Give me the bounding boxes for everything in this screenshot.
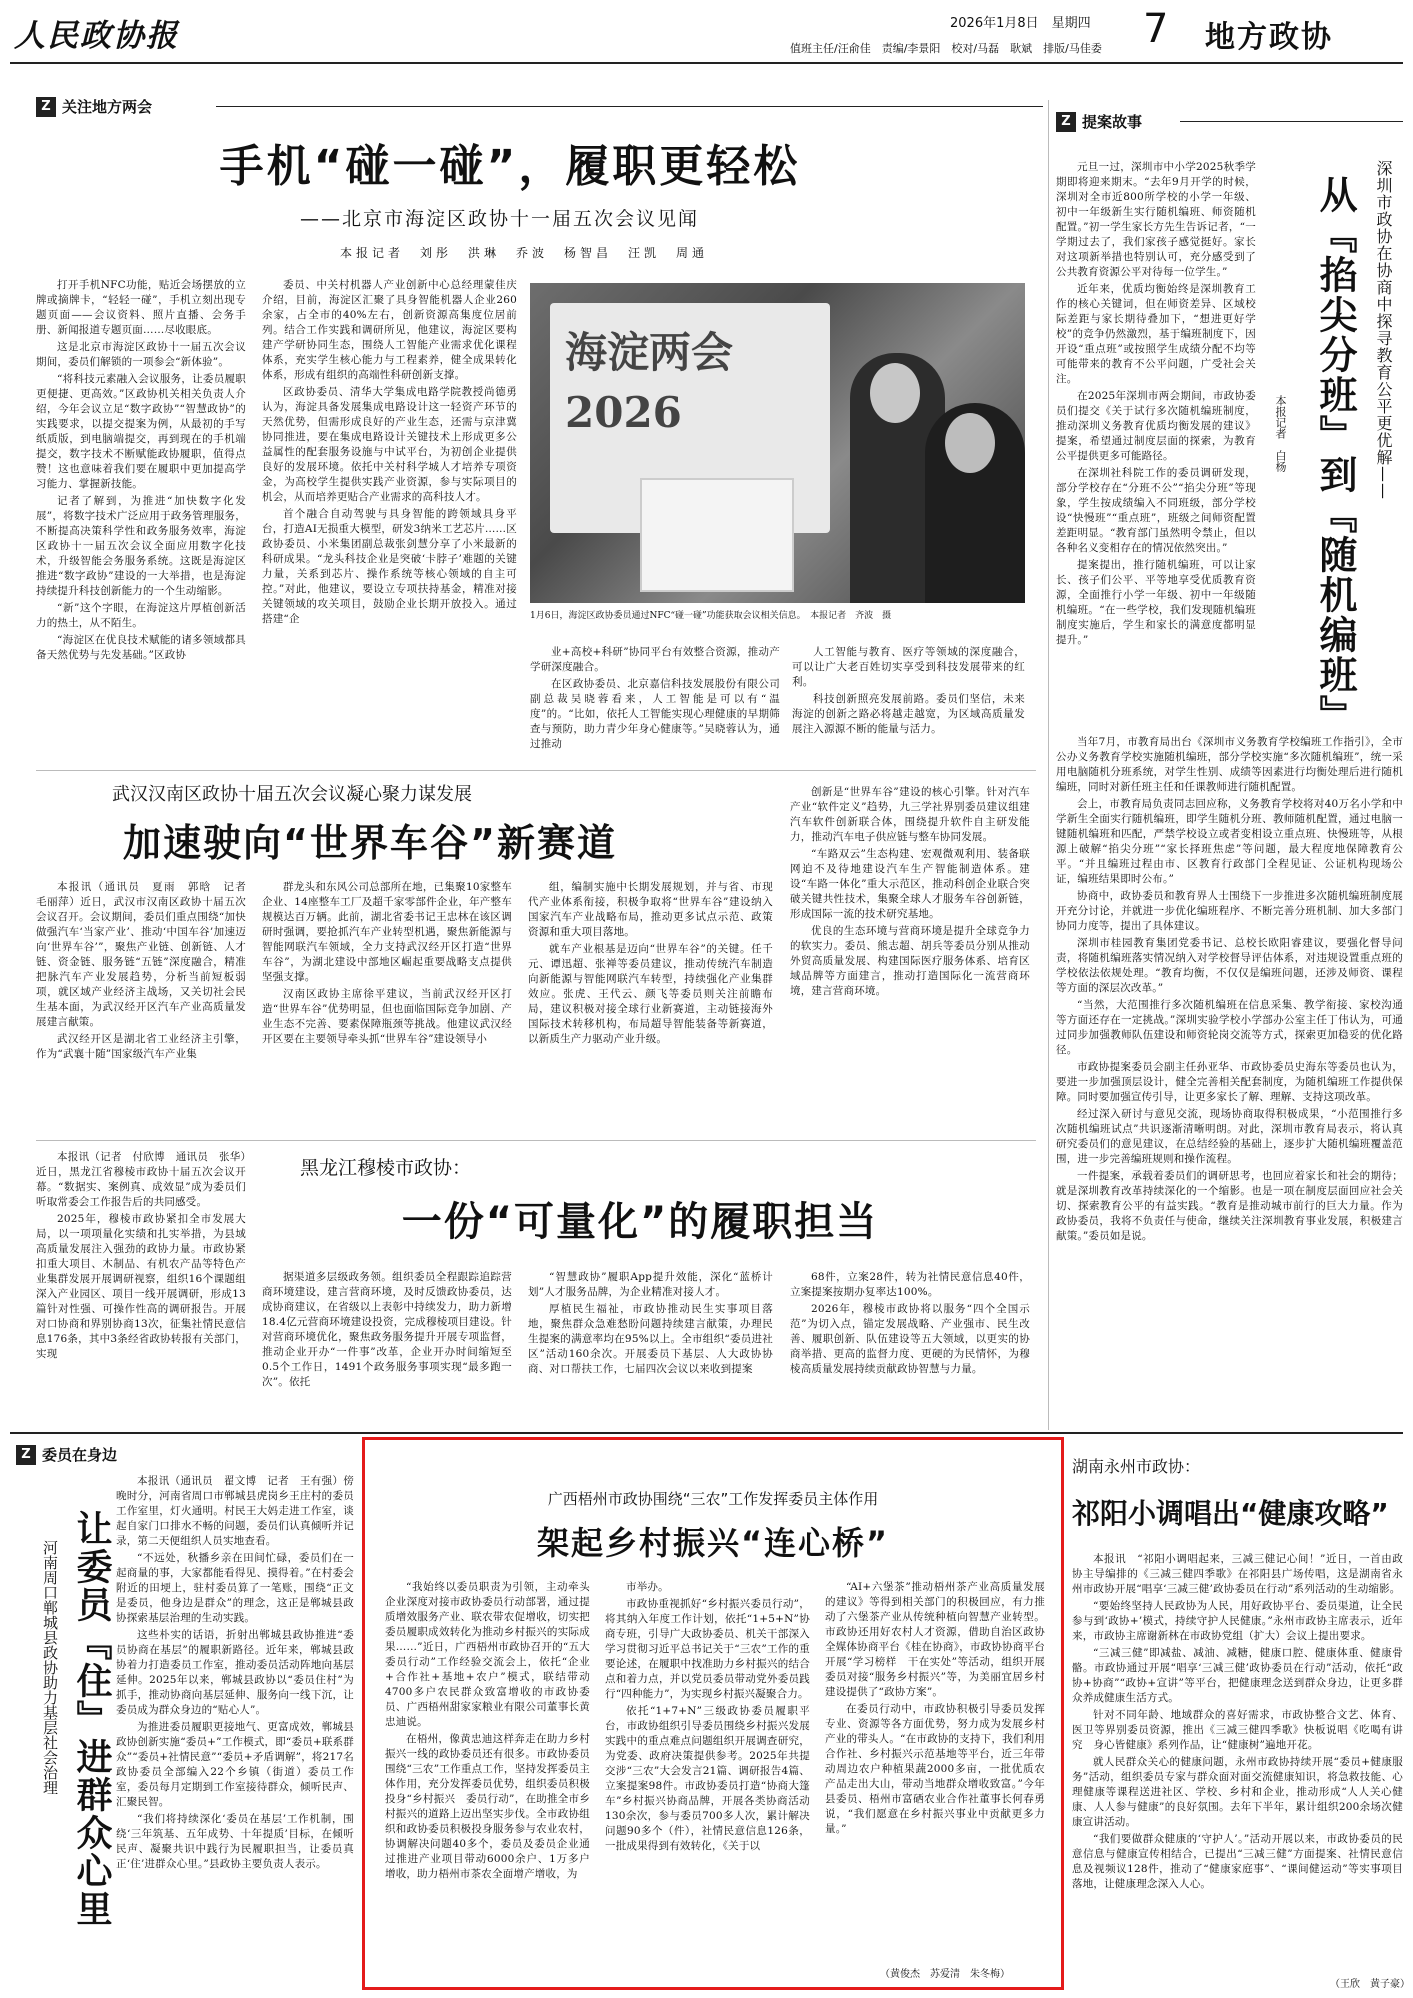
paragraph: 为推进委员履职更接地气、更富成效，郸城县政协创新实施“委员+”工作模式，即“委员+联系群众”“委员+社情民意”“委员+矛盾调解”，将217名政协委员全部编入22个乡镇（街道）委员工作室，委员每月定期到工作室接待群众，倾听民声、汇聚民智。 — [116, 1721, 354, 1808]
paragraph: 在委员行动中，市政协积极引导委员发挥专业、资源等各方面优势，努力成为发展乡村产业的带头人。“在市政协的支持下，我们利用合作社、乡村振兴示范基地等平台，近三年带动周边农户种植果蔬2000多亩，一批优质农产品走出大山，带动当地群众增收致富。”今年县委员、梧州市富硒农业合作社董事长何春勇说，“我们愿意在乡村振兴事业中贡献更多力量。” — [825, 1703, 1045, 1835]
divider — [36, 770, 1036, 771]
story3-col1 — [36, 1150, 246, 1420]
section-label-right: 提案故事 — [1082, 113, 1143, 131]
editors-line: 值班主任/汪俞佳 责编/李景阳 校对/马磊 耿斌 排版/马佳委 — [790, 42, 1102, 55]
issue-date — [950, 12, 1091, 31]
paragraph: 就车产业根基是迈向“世界车谷”的关键。任千元、谭迅超、张禅等委员建议，推动传统汽车制造向新能源与智能网联汽车转型，持续强化产业集群效应。张虎、王代云、颜飞等委员则关注前瞻布局，建议积极对接全球行业新赛道，主动链接海外国际技术转移机构，布局超导智能装备等新赛道，以新质生产力驱动产业升级。 — [528, 943, 773, 1045]
story3-col2 — [262, 1270, 512, 1420]
section-header-left — [36, 96, 152, 117]
paragraph: “新”这个字眼，在海淀这片厚植创新活力的热土，从不陌生。 — [36, 602, 246, 629]
story6-col1 — [385, 1580, 590, 1980]
paragraph: “AI+六堡茶”推动梧州茶产业高质量发展的建议》等得到相关部门的积极回应，有力推动了六堡茶产业从传统种植向智慧产业转型。市政协还用好农村人才资源，借助自治区政协全媒体协商平台《桂在协商》，市政协协商平台开展“学习榜样 干在实处”等活动，组织开展委员对接“服务乡村振兴”等，为美丽宜居乡村建设提供了“政协方案”。 — [825, 1581, 1045, 1698]
story6-col2 — [605, 1580, 810, 1980]
paragraph: 创新是“世界车谷”建设的核心引擎。针对汽车产业“软件定义”趋势，九三学社界别委员建议组建汽车软件创新联合体，围绕提升软件自主研发能力，推动汽车电子供应链与整车协同发展。 — [790, 786, 1030, 843]
paragraph: 市政协重视抓好“乡村振兴委员行动”，将其纳入年度工作计划，依托“1+5+N”协商专班，引导广大政协委员、机关干部深入学习贯彻习近平总书记关于“三农”工作的重要论述，在履职中找准助力乡村振兴的结合点和着力点，并以党员委员带动党外委员践行“四种能力”，为实现乡村振兴凝聚合力。 — [605, 1598, 810, 1700]
paragraph: 本报讯（通讯员 翟文博 记者 王有强）傍晚时分，河南省周口市郸城县虎岗乡王庄村的委员工作室里，灯火通明。村民王大妈走进工作室，谈起自家门口排水不畅的问题，委员们认真倾听并记录，第二天便组织人员实地查看。 — [116, 1475, 354, 1547]
section-rule-right — [1180, 121, 1403, 122]
paragraph: 2025年，穆棱市政协紧扣全市发展大局，以一项项量化实绩和扎实举措，为县域高质量发展注入强劲的政协力量。市政协紧扣重大项目、木制品、有机农产品等特色产业集群发展开展调研视察，组织16个课题组深入产业园区、项目一线开展调研，形成13篇针对性强、可操作性高的调研报告。开展对口协商和界别协商13次，征集社情民意信息176条，其中3条经省政协转报有关部门，实现 — [36, 1213, 246, 1360]
section-tag-bottom: Z — [16, 1445, 36, 1465]
story2-col4 — [790, 785, 1030, 1135]
paragraph: “我们将持续深化‘委员在基层’工作机制，围绕‘三年筑基、五年成势、十年提质’目标，在倾听民声、凝聚共识中践行为民履职担当，让委员真正‘住’进群众心里。”县政协主要负责人表示。 — [116, 1813, 354, 1870]
paragraph: 汉南区政协主席徐平建议，当前武汉经开区打造“世界车谷”优势明显，但也面临国际竞争加剧、产业生态不完善、要素保障瓶颈等挑战。他建议武汉经开区要在主要领导牵头抓“世界车谷”建设领导小 — [262, 988, 512, 1045]
paragraph: “车路双云”生态构建、宏观微观利用、装备联网迫不及待地建设汽车生产智能制造体系。建设“车路一体化”重大示范区，推动科创企业联合突破关键共性技术，集聚全球人才服务车谷创新链，形成国际一流的技术研究基地。 — [790, 848, 1030, 920]
story2-col1 — [36, 880, 257, 1135]
story1-col3 — [530, 645, 780, 755]
paragraph: 68件，立案28件，转为社情民意信息40件，立案提案按期办复率达100%。 — [790, 1271, 1030, 1298]
story2-col2 — [262, 880, 512, 1135]
paragraph: “当然，大范围推行多次随机编班在信息采集、教学衔接、家校沟通等方面还存在一定挑战。”深圳实验学校小学部办公室主任丁伟认为，可通过同步加强教师队伍建设和师资轮岗交流等方式，探索更加稳妥的优化路径。 — [1056, 999, 1403, 1056]
story3-col3 — [528, 1270, 773, 1420]
story1-byline: 本报记者 刘彤 洪琳 乔波 杨智昌 汪凯 周通 — [340, 246, 709, 260]
story2-title: 加速驶向“世界车谷”新赛道 — [123, 821, 617, 865]
photo-face-1 — [870, 363, 920, 423]
story7-title: 祁阳小调唱出“健康攻略” — [1072, 1497, 1389, 1530]
weekday-text: 星期四 — [1051, 16, 1091, 31]
story1-photo-caption: 1月6日，海淀区政协委员通过NFC“碰一碰”功能获取会议相关信息。 本报记者 齐波 摄 — [530, 611, 892, 621]
paragraph: 提案提出，推行随机编班，可以让家长、孩子们公平、平等地享受优质教育资源，全面推行小学一年级、初中一年级随机编班。“在一些学校，我们发现随机编班制度实施后，学生和家长的满意度都明显提升。” — [1056, 559, 1256, 646]
paragraph: 群龙头和东风公司总部所在地，已集聚10家整车企业、14座整车工厂及超千家零部件企业，年产整车规模达百万辆。此前，湖北省委书记王忠林在该区调研时强调，要抢抓汽车产业转型机遇，聚焦新能源与智能网联汽车领域，全力支持武汉经开区打造“世界车谷”，为湖北建设中部地区崛起重要战略支点提供坚强支撑。 — [262, 881, 512, 983]
paragraph: 2026年，穆棱市政协将以服务“四个全国示范”为切入点，锚定发展战略、产业强市、民生改善、履职创新、队伍建设等五大领域，以更实的协商举措、更高的监督力度、更硬的为民情怀，为穆棱高质量发展持续贡献政协智慧与力量。 — [790, 1303, 1030, 1375]
story2-kicker: 武汉汉南区政协十届五次会议凝心聚力谋发展 — [112, 784, 472, 805]
story7-kicker: 湖南永州市政协： — [1072, 1457, 1201, 1476]
story1-col4 — [792, 645, 1025, 755]
story6-byline: （黄俊杰 苏爱清 朱冬梅） — [880, 1969, 1010, 1980]
masthead-rule — [10, 62, 1403, 64]
photo-face-2 — [945, 413, 995, 473]
story7-body — [1072, 1552, 1403, 1972]
paragraph: 区政协委员、清华大学集成电路学院教授尚德勇认为，海淀具备发展集成电路设计这一轻资产环节的天然优势，但需形成良好的产业生态，还需与京津冀协同推进，要在集成电路设计关键技术上形成更多公益属性的配套服务设施与中试平台，为初创企业提供良好的发展环境。依托中关村科学城人才培养专项资金，为高校学生提供实践产业资源，参与实际项目的机会，从而培养更贴合产业需求的高科技人才。 — [262, 386, 517, 503]
story3-title: 一份“可量化”的履职担当 — [401, 1199, 879, 1245]
masthead — [0, 0, 1413, 62]
story2-col3 — [528, 880, 773, 1135]
paragraph: 这是北京市海淀区政协十一届五次会议期间，委员们解锁的一项参会“新体验”。 — [36, 341, 246, 368]
paragraph: 近年来，优质均衡始终是深圳教育工作的核心关键词，但在师资差异、区域校际差距与家长期待叠加下，“想进更好学校”的竞争仍然激烈，基于编班制度下，因开设“重点班”或按照学生成绩分配不均等可能带来的教育不公平问题，广受社会关注。 — [1056, 283, 1256, 385]
paragraph: 组，编制实施中长期发展规划，并与省、市现代产业体系衔接，积极争取将“世界车谷”建设纳入国家汽车产业战略布局，推动更多试点示范、政策资源和重大项目落地。 — [528, 881, 773, 938]
paragraph: 依托“1+7+N”三级政协委员履职平台，市政协组织引导委员围绕乡村振兴发展实践中的重点难点问题组织开展调查研究，为党委、政府决策提供参考。2025年共提交涉“三农”大会发言21篇、调研报告4篇、立案提案98件。市政协委员打造“协商大篷车”乡村振兴协商品牌，开展各类协商活动130余次，参与委员700多人次，累计解决问题90多个（件），社情民意信息126条，一批成果得到有效转化，《关于以 — [605, 1705, 810, 1852]
paragraph: 本报讯 “祁阳小调唱起来，三减三健记心间！”近日，一首由政协主导编排的《三减三健四季歌》在祁阳县广场传唱，这是湖南省永州市政协开展“唱享‘三减三健’政协委员在行动”系列活动的生动缩影。 — [1072, 1553, 1403, 1595]
section-rule-left — [216, 106, 1043, 107]
paragraph: 深圳市桂园教育集团党委书记、总校长欧阳睿建议，要强化督导问责，将随机编班落实情况纳入对学校督导评估体系，对违规设置重点班的学校依法依规处理。“教育均衡，不仅仅是编班问题，还涉及师资、课程等方面的深层次改革。” — [1056, 937, 1403, 994]
story6-col3 — [825, 1580, 1045, 1960]
story3-kicker: 黑龙江穆棱市政协： — [300, 1157, 472, 1179]
section-tag-right: Z — [1056, 112, 1076, 132]
paragraph: 协商中，政协委员和教育界人士围绕下一步推进多次随机编班制度展开充分讨论，并就进一步优化编班程序、不断完善分班机制、加大多部门协同力度等，提出了具体建议。 — [1056, 890, 1403, 932]
bottom-section-rule — [10, 1432, 1403, 1434]
story1-title: 手机“碰一碰”，履职更轻松 — [219, 141, 801, 192]
paragraph: 市举办。 — [626, 1581, 669, 1593]
paragraph: “我们要做群众健康的‘守护人’。”活动开展以来，市政协委员的民意信息与健康宣传相结合，已提出“三减三健”方面提案、社情民意信息及视频议128件，推动了“健康家庭事”、“课间健运动”等实事项目落地，让健康理念深入人心。 — [1072, 1833, 1403, 1890]
paragraph: 会上，市教育局负责同志回应称，义务教育学校将对40万名小学和中学新生全面实行随机编班，即学生随机分班、教师随机配置，通过电脑一键随机编班和匹配，严禁学校设立或者变相设立重点班、快慢班等，从根源上破解“掐尖分班”“家长择班焦虑”等问题，最大程度地保障教育公平。“并且编班过程由市、区教育行政部门全程见证、公证机构现场公证，编班结果即时公布。” — [1056, 798, 1403, 885]
page-number: 7 — [1143, 6, 1169, 52]
paragraph: 人工智能与教育、医疗等领域的深度融合，可以让广大老百姓切实享受到科技发展带来的红利。 — [792, 646, 1025, 688]
story6-title: 架起乡村振兴“连心桥” — [536, 1524, 890, 1562]
paragraph: 打开手机NFC功能，贴近会场摆放的立牌或摘牌卡，“轻轻一碰”，手机立刻出现专题页面——会议资料、照片直播、会务手册、新闻报道专题页面……尽收眼底。 — [36, 279, 246, 336]
paragraph: “不远处，秋播乡亲在田间忙碌，委员们在一起商量的事，大家都能看得见、摸得着。”在村委会附近的田埂上，驻村委员算了一笔账，围绕“正文是委员，他身边是群众”的理念，这正是郸城县政协探索基层治理的生动实践。 — [116, 1552, 354, 1624]
paragraph: “海淀区在优良技术赋能的诸多领域都具备天然优势与先发基础。”区政协 — [36, 634, 246, 661]
section-label-left: 关注地方两会 — [62, 98, 153, 116]
divider — [36, 1140, 1036, 1141]
paragraph: 当年7月，市教育局出台《深圳市义务教育学校编班工作指引》，全市公办义务教育学校实施随机编班，部分学校实施“多次随机编班”，统一采用电脑随机分班系统，对学生性别、成绩等因素进行均衡处理后进行随机编班，同时对新任班主任和任课教师进行随机配置。 — [1056, 736, 1403, 793]
story3-col4 — [790, 1270, 1030, 1420]
paragraph: “要始终坚持人民政协为人民，用好政协平台、委员渠道，让全民参与到‘政协+’模式，持续守护人民健康。”永州市政协主席表示，近年来，市政协主席谢新林在市政协党组（扩大）会议上提出要求。 — [1072, 1600, 1403, 1642]
story4-body-top — [1056, 160, 1256, 730]
paragraph: 在区政协委员、北京嘉信科技发展股份有限公司副总裁吴晓蓉看来，人工智能是可以有“温度”的。“比如，依托人工智能实现心理健康的早期筛查与预防，助力青少年身心健康等。”吴晓蓉认为，通过推动 — [530, 678, 780, 750]
section-title: 地方政协 — [1205, 20, 1333, 55]
newspaper-logo: 人民政协报 — [14, 18, 179, 54]
paragraph: 在深圳社科院工作的委员调研发现，部分学校存在“分班不公”“掐尖分班”等现象，学生按成绩编入不同班级，部分学校设“快慢班”“重点班”，班级之间师资配置差距明显。“教育部门虽然明令禁止，但以各种名义变相存在的情况依然突出。” — [1056, 467, 1256, 554]
photo-nfc-sign — [640, 478, 794, 592]
story1-col2 — [262, 278, 517, 758]
paragraph: 优良的生态环境与营商环境是提升全球竞争力的软实力。委员、熊志超、胡兵等委员分别从推动外贸高质量发展、构建国际医疗服务体系、培育区域品牌等方面建言，推动打造国际化一流营商环境，建言营商环境。 — [790, 925, 1030, 997]
paragraph: “我始终以委员职责为引领，主动牵头企业深度对接市政协委员行动部署，通过提质增效服务产业、联农带农促增收，切实把委员履职成效转化为推动乡村振兴的实际成果……”近日，广西梧州市政协召开的“五大委员行动”工作经验交流会上，依托“企业+合作社+基地+农户”模式，联结带动4700多户农民群众致富增收的市政协委员、广西梧州甜家家粮业有限公司董事长黄忠迪说。 — [385, 1581, 590, 1728]
story5-body — [116, 1474, 354, 1989]
paragraph: 这些朴实的话语，折射出郸城县政协推进“委员协商在基层”的履职新路径。近年来，郸城县政协着力打造委员工作室，推动委员活动阵地向基层延伸。2025年以来，郸城县政协以“委员住村”为抓手，推动协商向基层延伸、服务向一线下沉，让委员成为群众身边的“贴心人”。 — [116, 1629, 354, 1716]
paragraph: 针对不同年龄、地域群众的喜好需求，市政协整合文艺、体育、医卫等界别委员资源，推出《三减三健四季歌》快板说唱《吃喝有讲究 身心皆健康》系列作品，让“健康树”遍地开花。 — [1072, 1709, 1403, 1751]
paragraph: 经过深入研讨与意见交流，现场协商取得积极成果，“小范围推行多次随机编班试点”共识逐渐清晰明朗。对此，深圳市教育局表示，将认真研究委员们的意见建议，在总结经验的基础上，逐步扩大随机编班覆盖范围，进一步完善编班规则和操作流程。 — [1056, 1108, 1403, 1165]
section-tag-left: Z — [36, 97, 56, 117]
paragraph: 据渠道多层级政务领。组织委员全程跟踪追踪营商环境建设，建言营商环境，及时反馈政协委员，达成协商建议，在省级以上表彰中持续发力，助力新增18.4亿元营商环境建设投资，完成穆棱项目建设。针对营商环境优化，聚焦政务服务提升开展专项监督，推动企业开办“一件事”改革，企业开办时间缩短至0.5个工作日，1491个政务服务事项实现“最多跑一次”。依托 — [262, 1271, 512, 1388]
story4-vertical-kicker: 深圳市政协在协商中探寻教育公平更优解—— — [1374, 160, 1393, 500]
paragraph: 记者了解到，为推进“加快数字化发展”，将数字技术广泛应用于政务管理服务，不断提高决策科学性和政务服务效率，海淀区政协十一届五次会议全面应用数字化技术，升级智能会务服务系统。这既是海淀区推进“数字政协”建设的一大举措，也是海淀持续提升科技创新能力的一个生动缩影。 — [36, 495, 246, 597]
paragraph: 科技创新照亮发展前路。委员们坚信，未来海淀的创新之路必将越走越宽，为区域高质量发展注入源源不断的能量与活力。 — [792, 693, 1025, 735]
paragraph: 委员、中关村机器人产业创新中心总经理蒙佳庆介绍，目前，海淀区汇聚了具身智能机器人企业260余家，占全市的40%左右，创新资源高集度位居前列。结合工作实践和调研所见，他建议，海淀区要构建产学研协同生态，围绕人工智能产业需求优化课程体系，充实学生核心能力与工程素养，健全成果转化体系，形成有组织的高端性科研创新支撑。 — [262, 279, 517, 381]
story5-vertical-title: 让委员『住』进群众心里 — [71, 1510, 112, 1928]
paragraph: 武汉经开区是湖北省工业经济主引擎，作为“武襄十随”国家级汽车产业集 — [36, 1033, 246, 1060]
paragraph: 本报讯（记者 付欣博 通讯员 张华）近日，黑龙江省穆棱市政协十届五次会议开幕。“数据实、案例真、成效显”成为委员们听取常委会工作报告后的共同感受。 — [36, 1151, 246, 1208]
paragraph: 首个融合自动驾驶与具身智能的跨领域具身平台，打造AI无损重大模型，研发3纳米工艺芯片……区政协委员、小米集团副总裁张剑慧分享了小米最新的科研成果。“龙头科技企业是突破‘卡脖子’难题的关键力量，关系到芯片、操作系统等核心领域的自主可控。”对此，他建议，要设立专项扶持基金，精准对接关键领域的攻关项目，鼓励企业长期开放投入。通过搭建“企 — [262, 508, 517, 625]
story5-vertical-kicker: 河南周口郸城县政协助力基层社会治理 — [41, 1540, 59, 1795]
paragraph: 就人民群众关心的健康问题，永州市政协持续开展“委员+健康服务”活动，组织委员专家与群众面对面交流健康知识，将急救技能、心理健康等课程送进社区、学校、乡村和企业，推动形成“人人关心健康、人人参与健康”的良好氛围。去年下半年，累计组织200余场次健康宣讲活动。 — [1072, 1756, 1403, 1828]
section-header-bottom-left — [16, 1444, 117, 1465]
story1-col1 — [36, 278, 246, 758]
paragraph: 一件提案，承载着委员们的调研思考，也回应着家长和社会的期待；就是深圳教育改革持续深化的一个缩影。也是一项在制度层面回应社会关切、探索教育公平的有益实践。“教育是推动城市前行的巨大力量。作为政协委员，我将不负责任与使命，继续关注深圳教育事业发展，积极建言献策。”委员如是说。 — [1056, 1170, 1403, 1242]
section-label-bottom: 委员在身边 — [42, 1446, 118, 1464]
story1-subtitle: ——北京市海淀区政协十一届五次会议见闻 — [300, 208, 700, 230]
paragraph: 元旦一过，深圳市中小学2025秋季学期即将迎来期末。“去年9月开学的时候，深圳对全市近800所学校的小学一年级、初中一年级新生实行随机编班、师资随机配置。”初一学生家长方先生告诉记者，“一学期过去了，我们家孩子感觉挺好。家长对这项新举措也特别认可，充分感受到了公共教育资源公平对待每一位学生。” — [1056, 161, 1256, 278]
date-text: 2026年1月8日 — [950, 16, 1039, 31]
paragraph: 厚植民生福祉，市政协推动民生实事项目落地，聚焦群众急难愁盼问题持续建言献策，办理民生提案的满意率均在95%以上。全市组织“委员进社区”活动160余次。开展委员下基层、人大政协协商、对口帮扶工作，七届四次会议以来收到提案 — [528, 1303, 773, 1375]
paragraph: 在梧州，像黄忠迪这样奔走在助力乡村振兴一线的政协委员还有很多。市政协委员围绕“三农”工作重点工作，坚持发挥委员主体作用，充分发挥委员优势，组织委员积极投身“乡村振兴 委员行动”，在助推全市乡村振兴的道路上迈出坚实步伐。全市政协组织和政协委员积极投身服务参与农业农村，协调解决问题40多个，委员及委员企业通过推进产业项目带动6000余户、1万多户增收，助力梧州市茶农全面增产增收，为 — [385, 1733, 590, 1880]
paragraph: 本报讯（通讯员 夏雨 郭晗 记者 毛丽萍）近日，武汉市汉南区政协十届五次会议召开。会议期间，委员们重点围绕“加快做强汽车‘当家产业’、推动‘中国车谷’加速迈向‘世界车谷’”，聚焦产业链、创新链、人才链、资金链、服务链“五链”深度融合，精准把脉汽车产业发展趋势，分析当前短板弱项，就区域产业经济主战场，又关切社会民生基本面，为武汉经开区汽车产业高质量发展建言献策。 — [36, 881, 257, 1028]
paragraph: “三减三健”即减盐、减油、减糖，健康口腔、健康体重、健康骨骼。市政协通过开展“唱享‘三减三健’政协委员在行动”活动，依托“政协+协商”“政协+宣讲”等平台，把健康理念送到群众身边，让更多群众养成健康生活方式。 — [1072, 1647, 1403, 1704]
paragraph: 业+高校+科研”协同平台有效整合资源，推动产学研深度融合。 — [530, 646, 780, 673]
story6-kicker: 广西梧州市政协围绕“三农”工作发挥委员主体作用 — [547, 1490, 879, 1508]
section-header-right — [1056, 111, 1142, 132]
column-divider-right — [1048, 100, 1049, 1430]
story4-vertical-title: 从『掐尖分班』到『随机编班』 — [1313, 175, 1357, 735]
paragraph: 市政协提案委员会副主任孙亚华、市政协委员史海东等委员也认为，要进一步加强顶层设计，健全完善相关配套制度，为随机编班工作提供保障。同时要加强宣传引导，让更多家长了解、理解、支持这项改革。 — [1056, 1061, 1403, 1103]
story4-byline: 本报记者 白杨 — [1274, 395, 1287, 472]
paragraph: “智慧政协”履职App提升效能，深化“蓝桥计划”人才服务品牌，为企业精准对接人才。 — [528, 1271, 773, 1298]
story7-byline: （王欣 黄子豪） — [1330, 1979, 1410, 1990]
story1-photo — [530, 283, 1025, 603]
photo-banner-text: 海淀两会 2026 — [565, 328, 734, 437]
story4-body-bottom — [1056, 735, 1403, 1425]
paragraph: 在2025年深圳市两会期间，市政协委员们提交《关于试行多次随机编班制度，推动深圳义务教育优质均衡发展的建议》提案，希望通过制度层面的探索，为教育公平提供更多可能路径。 — [1056, 390, 1256, 462]
paragraph: “将科技元素融入会议服务，让委员履职更便捷、更高效。”区政协机关相关负责人介绍，今年会议立足“数字政协”“智慧政协”的实践要求，以提交提案为例，从最初的手写纸质版，到电脑端提交，再到现在的手机端提交，数字技术不断赋能政协履职，值得点赞！这也意味着我们要在履职中更加提高学习能力、掌握新技能。 — [36, 373, 246, 490]
